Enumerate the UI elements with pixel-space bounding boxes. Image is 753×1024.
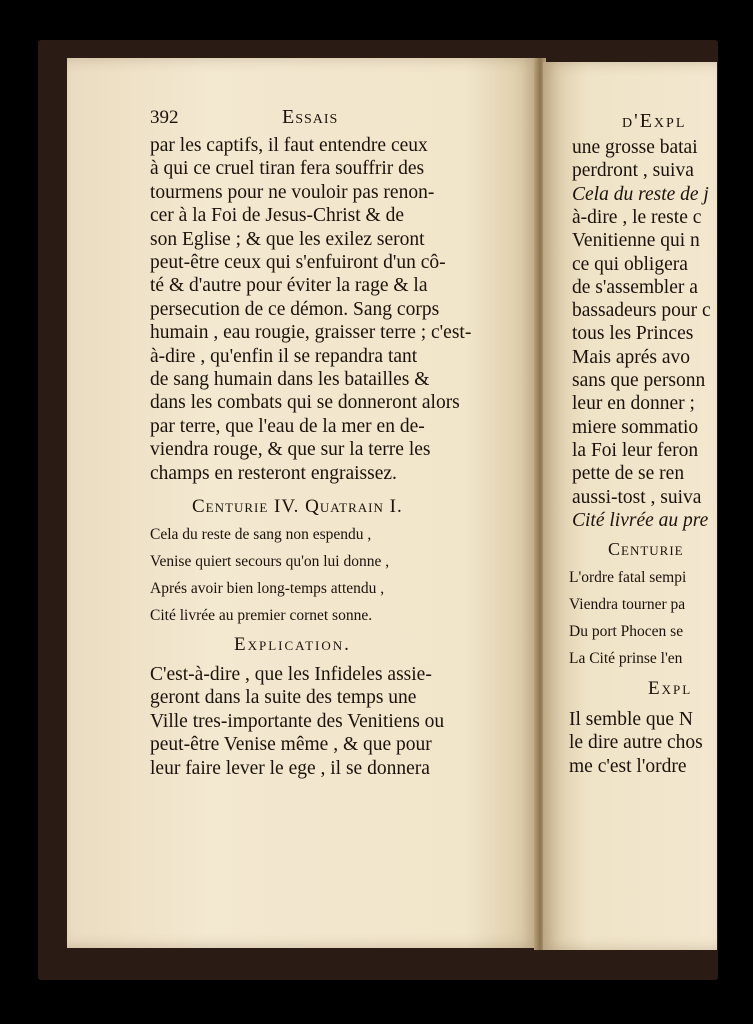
body-line: à-dire , le reste c xyxy=(572,206,702,228)
quatrain-line: Viendra tourner pa xyxy=(569,596,686,613)
explication-line: le dire autre chos xyxy=(569,732,703,754)
body-line: aussi-tost , suiva xyxy=(572,486,702,508)
body-line: persecution de ce démon. Sang corps xyxy=(150,298,440,320)
explication-line: peut-être Venise même , & que pour xyxy=(150,734,432,756)
body-line: peut-être ceux qui s'enfuiront d'un cô- xyxy=(150,252,446,273)
quatrain-line: Cité livrée au premier cornet sonne. xyxy=(150,607,373,624)
body-line: champs en resteront engraissez. xyxy=(150,462,397,484)
explication-line: Il semble que N xyxy=(569,709,694,730)
body-line: de s'assembler a xyxy=(572,276,698,298)
body-line: par les captifs, il faut entendre ceux xyxy=(150,135,428,156)
explication-line: geront dans la suite des temps une xyxy=(150,687,417,709)
body-line: par terre, que l'eau de la mer en de- xyxy=(150,415,425,437)
explication-line: Ville tres-importante des Venitiens ou xyxy=(150,710,445,732)
body-line: à qui ce cruel tiran fera souffrir des xyxy=(150,158,425,180)
quatrain-line: Du port Phocen se xyxy=(569,623,684,640)
quatrain-line: Aprés avoir bien long-temps attendu , xyxy=(150,580,385,597)
explication-line: C'est-à-dire , que les Infideles assie- xyxy=(150,664,432,685)
body-line: viendra rouge, & que sur la terre les xyxy=(150,439,431,461)
quatrain-line: Cela du reste de sang non espendu , xyxy=(150,526,372,543)
body-line: son Eglise ; & que les exilez seront xyxy=(150,228,425,250)
quatrain-line: La Cité prinse l'en xyxy=(569,650,683,667)
body-line: tourmens pour ne vouloir pas renon- xyxy=(150,181,435,203)
page-number: 392 xyxy=(150,107,179,128)
centurie-heading-right: Centurie xyxy=(608,539,684,559)
explication-line: me c'est l'ordre xyxy=(569,755,687,777)
body-line: sans que personn xyxy=(572,370,706,391)
body-line: perdront , suiva xyxy=(572,160,694,182)
body-line: une grosse batai xyxy=(572,137,698,158)
body-line: à-dire , qu'enfin il se repandra tant xyxy=(150,345,418,367)
body-line: Cela du reste de j xyxy=(572,183,709,205)
explication-line: leur faire lever le ege , il se donnera xyxy=(150,757,430,779)
body-line: la Foi leur feron xyxy=(572,439,699,461)
body-line: miere sommatio xyxy=(572,416,699,438)
body-line: pette de se ren xyxy=(572,463,685,485)
quatrain-line: L'ordre fatal sempi xyxy=(569,569,687,586)
body-line: bassadeurs pour c xyxy=(572,300,711,322)
body-line: tous les Princes xyxy=(572,323,694,345)
explication-heading-right: Expl xyxy=(648,678,693,699)
body-line: Cité livrée au pre xyxy=(572,509,709,531)
body-line: leur en donner ; xyxy=(572,393,695,415)
explication-heading-left: Explication. xyxy=(234,634,351,655)
body-line: dans les combats qui se donneront alors xyxy=(150,392,460,414)
body-line: humain , eau rougie, graisser terre ; c'est- xyxy=(150,322,472,344)
running-head-right: d'Expl xyxy=(622,110,687,132)
body-line: de sang humain dans les batailles & xyxy=(150,369,430,390)
centurie-heading-left: Centurie IV. Quatrain I. xyxy=(192,496,403,517)
body-line: té & d'autre pour éviter la rage & la xyxy=(150,275,428,297)
running-head-left: Essais xyxy=(282,106,339,128)
body-line: Mais aprés avo xyxy=(572,346,691,368)
body-line: cer à la Foi de Jesus-Christ & de xyxy=(150,205,404,227)
body-line: ce qui obligera xyxy=(572,253,688,275)
body-line: Venitienne qui n xyxy=(572,230,700,252)
quatrain-line: Venise quiert secours qu'on lui donne , xyxy=(150,553,390,570)
